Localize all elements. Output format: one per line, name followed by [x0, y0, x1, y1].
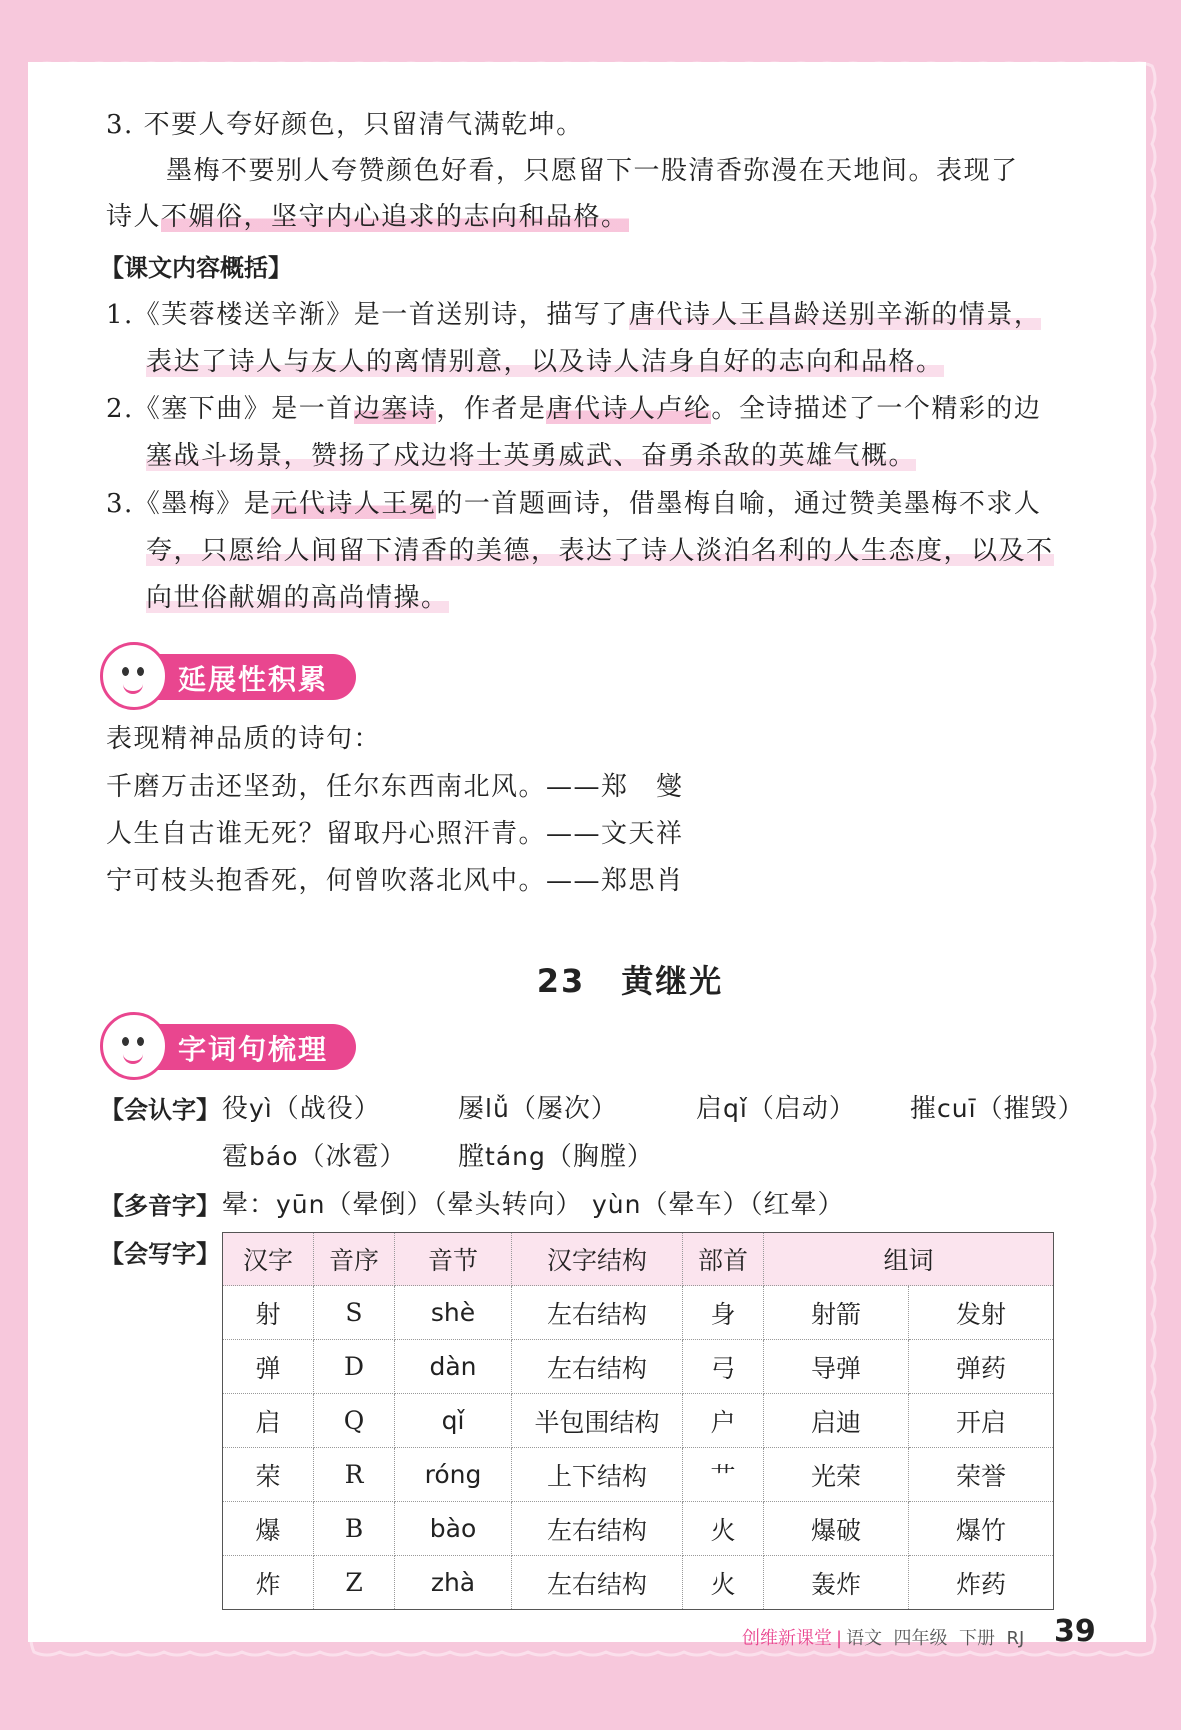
footer-edition: RJ [1006, 1628, 1025, 1649]
table-cell: S [314, 1286, 395, 1340]
table-cell: dàn [395, 1340, 512, 1394]
summary-item-2-line-2: 塞战斗场景，赞扬了戍边将士英勇威武、奋勇杀敌的英雄气概。 [146, 441, 917, 471]
recognize-item: 屡lǚ（屡次） [458, 1094, 618, 1124]
summary-heading: 【课文内容概括】 [100, 254, 292, 282]
table-cell: 火 [683, 1502, 764, 1556]
mascot-icon [100, 642, 168, 710]
recognize-item: 摧cuī（摧毁） [910, 1094, 1085, 1124]
summary-item-3-line-2: 夸，只愿给人间留下清香的美德，表达了诗人淡泊名利的人生态度，以及不 [146, 536, 1054, 566]
footer-subject: 语文 [846, 1628, 883, 1649]
extension-line-3: 宁可枝头抱香死，何曾吹落北风中。——郑思肖 [106, 866, 684, 896]
extension-intro: 表现精神品质的诗句： [106, 724, 382, 754]
recognize-item: 启qǐ（启动） [696, 1094, 856, 1124]
table-cell: 身 [683, 1286, 764, 1340]
summary-item-1-line-2: 表达了诗人与友人的离情别意，以及诗人洁身自好的志向和品格。 [146, 347, 944, 377]
polyphone-item: 晕：yūn（晕倒）（晕头转向） [222, 1190, 583, 1220]
table-cell: 左右结构 [512, 1286, 683, 1340]
extension-badge-label: 延展性积累 [178, 663, 329, 696]
footer-grade: 四年级 [893, 1628, 948, 1649]
table-cell: 射 [223, 1286, 314, 1340]
table-cell: 左右结构 [512, 1502, 683, 1556]
table-cell: 导弹 [764, 1340, 909, 1394]
write-label: 【会写字】 [100, 1240, 220, 1268]
table-header-row [223, 1233, 1054, 1286]
summary-item-2-line-1: 2.《塞下曲》是一首边塞诗，作者是唐代诗人卢纶。全诗描述了一个精彩的边 [106, 394, 1042, 424]
table-cell: 爆破 [764, 1502, 909, 1556]
table-row [223, 1340, 1054, 1394]
footer-brand: 创维新课堂 [742, 1628, 832, 1649]
table-cell: 轰炸 [764, 1556, 909, 1610]
table-cell: 启 [223, 1394, 314, 1448]
table-cell: 炸药 [955, 1569, 1006, 1599]
extension-line-1: 千磨万击还坚劲，任尔东西南北风。——郑 燮 [106, 772, 684, 802]
table-cell: 艹 [683, 1448, 764, 1502]
table-cell: 荣誉 [909, 1448, 1054, 1502]
summary-item-1-line-1: 1.《芙蓉楼送辛渐》是一首送别诗，描写了唐代诗人王昌龄送别辛渐的情景， [106, 300, 1042, 330]
table-header: 汉字结构 [512, 1233, 683, 1286]
table-header: 音序 [314, 1233, 395, 1286]
table-cell: shè [395, 1286, 512, 1340]
table-cell: róng [395, 1448, 512, 1502]
table-cell: qǐ [395, 1394, 512, 1448]
table-cell: 左右结构 [512, 1340, 683, 1394]
highlight-text: 不媚俗，坚守内心追求的志向和品格。 [161, 202, 629, 232]
table-cell: 弹药 [909, 1340, 1054, 1394]
summary-item-3-line-3: 向世俗献媚的高尚情操。 [146, 583, 449, 613]
summary-item-3-line-1: 3.《墨梅》是元代诗人王冕的一首题画诗，借墨梅自喻，通过赞美墨梅不求人 [106, 489, 1042, 519]
table-cell: Q [314, 1394, 395, 1448]
table-row [223, 1286, 1054, 1340]
words-badge-label: 字词句梳理 [178, 1033, 329, 1066]
page-number: 39 [1054, 1614, 1096, 1649]
table-cell: 光荣 [764, 1448, 909, 1502]
table-cell: 射箭 [764, 1286, 909, 1340]
table-row [223, 1502, 1054, 1556]
table-row [223, 1556, 1054, 1610]
table-cell: 炸 [223, 1556, 314, 1610]
table-cell: R [314, 1448, 395, 1502]
footer-volume: 下册 [958, 1628, 995, 1649]
recognize-item: 膛táng（胸膛） [458, 1142, 654, 1172]
table-cell: B [314, 1502, 395, 1556]
lesson-title: 23 黄继光 [536, 962, 724, 1000]
recognize-label: 【会认字】 [100, 1096, 220, 1124]
table-cell: 开启 [909, 1394, 1054, 1448]
table-cell: Z [314, 1556, 395, 1610]
recognize-item: 役yì（战役） [222, 1094, 381, 1124]
poem-explain-2: 诗人不媚俗，坚守内心追求的志向和品格。 [106, 202, 629, 232]
table-cell: 户 [683, 1394, 764, 1448]
recognize-item: 雹báo（冰雹） [222, 1142, 407, 1172]
table-cell: 上下结构 [512, 1448, 683, 1502]
words-badge [106, 1024, 356, 1070]
table-cell: 半包围结构 [512, 1394, 683, 1448]
table-header: 音节 [395, 1233, 512, 1286]
table-cell: 启迪 [764, 1394, 909, 1448]
table-cell: 火 [683, 1556, 764, 1610]
table-cell: 弓 [683, 1340, 764, 1394]
table-cell: zhà [395, 1556, 512, 1610]
table-row [223, 1448, 1054, 1502]
extension-badge [106, 654, 356, 700]
polyphone-item-2: yùn（晕车）（红晕） [592, 1190, 845, 1220]
table-cell: 左右结构 [512, 1556, 683, 1610]
table-cell: bào [395, 1502, 512, 1556]
write-chars-table [222, 1232, 1054, 1610]
table-header: 汉字 [223, 1233, 314, 1286]
table-cell: 爆竹 [909, 1502, 1054, 1556]
poem-explain-1: 墨梅不要别人夸赞颜色好看，只愿留下一股清香弥漫在天地间。表现了 [166, 156, 1019, 186]
table-cell: 发射 [909, 1286, 1054, 1340]
mascot-icon [100, 1012, 168, 1080]
footer: 创维新课堂 | 语文 四年级 下册 RJ [742, 1628, 1025, 1649]
poem-line: 3. 不要人夸好颜色，只留清气满乾坤。 [106, 110, 584, 140]
polyphone-label: 【多音字】 [100, 1192, 220, 1220]
extension-line-2: 人生自古谁无死？留取丹心照汗青。——文天祥 [106, 819, 684, 849]
table-row [223, 1394, 1054, 1448]
table-header: 组词 [764, 1233, 1054, 1286]
table-cell: 荣 [223, 1448, 314, 1502]
table-header: 部首 [683, 1233, 764, 1286]
table-cell: 爆 [223, 1502, 314, 1556]
table-cell: 弹 [223, 1340, 314, 1394]
table-cell: D [314, 1340, 395, 1394]
